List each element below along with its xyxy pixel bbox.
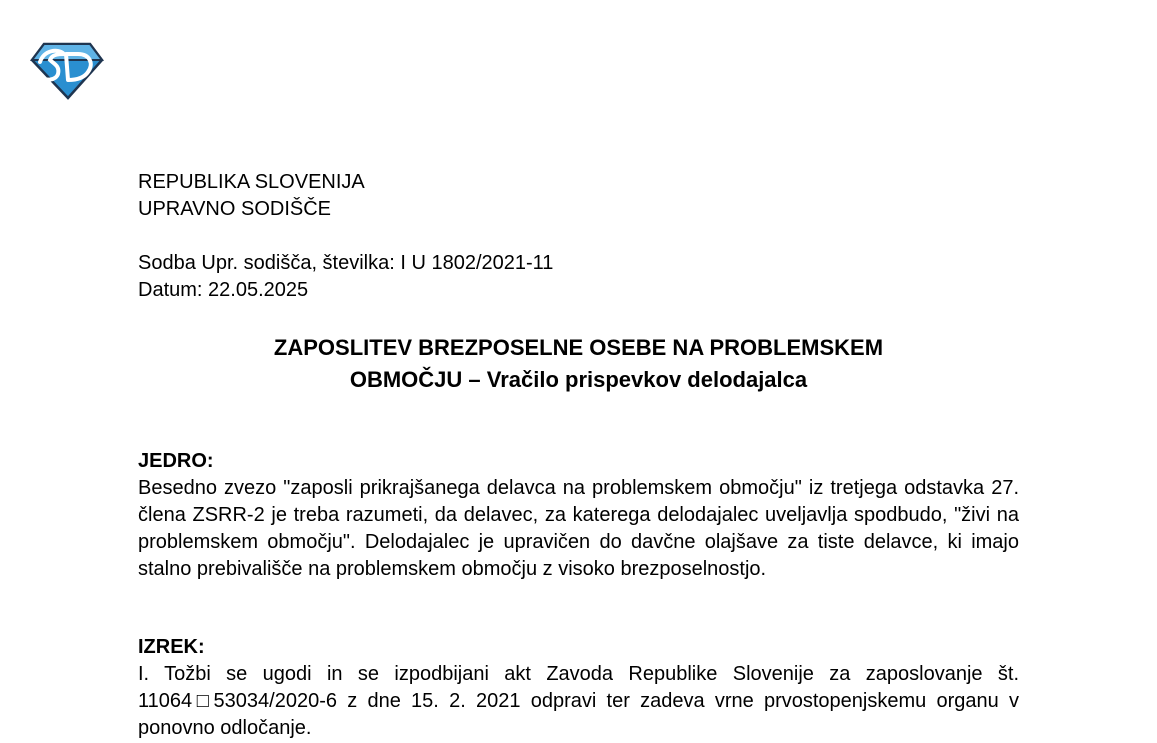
jedro-heading: JEDRO:: [138, 450, 214, 472]
court-name: UPRAVNO SODIŠČE: [138, 198, 331, 220]
jedro-text: Besedno zvezo "zaposli prikrajšanega delavca na problemskem območju" iz tretjega odstavka 27. člena ZSRR-2 je treba razumeti, da delavec, za katerega delodajalec uveljavlja spodbudo, "živi na problemskem območju". Delodajalec je upravičen do davčne olajšave za tiste delavce, ki imajo stalno prebivališče na problemskem območju z visoko brezposelnostjo.: [138, 477, 1019, 580]
title-line-1: ZAPOSLITEV BREZPOSELNE OSEBE NA PROBLEMSKEM: [273, 335, 884, 360]
case-number: Sodba Upr. sodišča, številka: I U 1802/2021-11: [138, 252, 554, 274]
izrek-text: I. Tožbi se ugodi in se izpodbijani akt Zavoda Republike Slovenije za zaposlovanje št. 11064□53034/2020-6 z dne 15. 2. 2021 odpravi ter zadeva vrne prvostopenjskemu organu v ponovno odločanje.: [138, 663, 1019, 739]
document-title: [138, 332, 1019, 396]
country-name: REPUBLIKA SLOVENIJA: [138, 171, 365, 193]
case-reference: [138, 250, 1019, 304]
court-logo: [30, 40, 104, 100]
jedro-section: [138, 448, 1019, 583]
title-line-2: OBMOČJU – Vračilo prispevkov delodajalca: [349, 367, 808, 392]
izrek-section: [138, 634, 1019, 742]
case-date: Datum: 22.05.2025: [138, 279, 309, 301]
court-header: [138, 169, 1019, 223]
izrek-heading: IZREK:: [138, 636, 205, 658]
sd-diamond-logo-icon: [30, 40, 104, 100]
